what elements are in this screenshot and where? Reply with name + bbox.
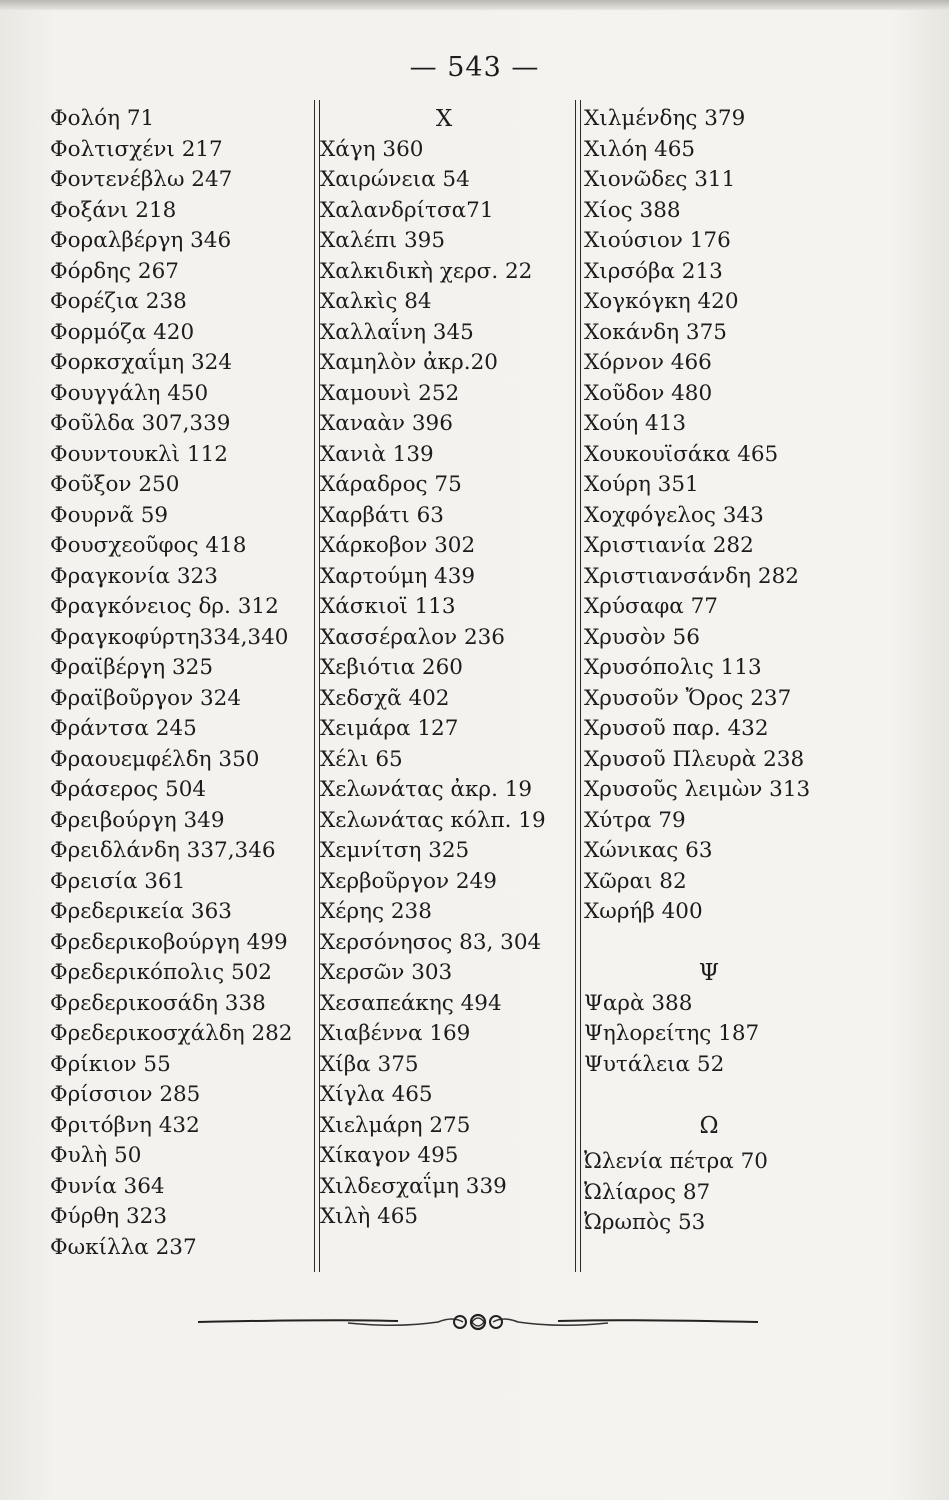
index-entry: Χαλέπι 395 bbox=[320, 228, 446, 253]
index-entry: Χαλκὶς 84 bbox=[320, 289, 432, 314]
index-entry: Χαλκιδικὴ χερσ. 22 bbox=[320, 258, 533, 284]
index-entry: Χεβιότια 260 bbox=[320, 655, 463, 680]
index-entry: Φραγκόνειος δρ. 312 bbox=[50, 594, 279, 619]
index-entry: Χιλὴ 465 bbox=[320, 1204, 419, 1229]
index-entry: Φρεδερικόπολις 502 bbox=[50, 960, 272, 985]
index-entry: Χιλδεσχαΐμη 339 bbox=[320, 1173, 507, 1199]
index-entry: Χανιὰ 139 bbox=[320, 441, 434, 467]
index-entry: Φυνία 364 bbox=[50, 1173, 165, 1199]
index-entry: Χρυσοῦς λειμὼν 313 bbox=[584, 777, 811, 802]
index-entry: Χιρσόβα 213 bbox=[584, 258, 723, 284]
index-entry: Χεσαπεάκης 494 bbox=[320, 990, 502, 1016]
index-entry: Χελωνάτας κόλπ. 19 bbox=[320, 807, 546, 833]
index-entry: Φουντουκλὶ 112 bbox=[50, 441, 228, 467]
index-entry: Φουγγάλη 450 bbox=[50, 380, 209, 406]
index-entry: Ψαρὰ 388 bbox=[584, 990, 693, 1016]
index-entry: Χρύσαφα 77 bbox=[584, 594, 718, 619]
column-divider-right bbox=[575, 100, 576, 1272]
index-entry: Φοξάνι 218 bbox=[50, 197, 177, 223]
index-entry: Χερσόνησος 83, 304 bbox=[320, 929, 542, 955]
index-entry: Χρυσόπολις 113 bbox=[584, 655, 762, 680]
index-entry: Χούη 413 bbox=[584, 411, 687, 436]
index-entry: Χοῦδον 480 bbox=[584, 380, 713, 406]
section-letter-psi: Ψ bbox=[698, 960, 720, 986]
index-column-phi bbox=[50, 104, 312, 1263]
index-entry: Φοῦξον 250 bbox=[50, 472, 180, 497]
index-entry: Χάραδρος 75 bbox=[320, 472, 462, 497]
index-entry: Χάγη 360 bbox=[320, 136, 424, 162]
index-entry: Ὠρωπὸς 53 bbox=[584, 1210, 706, 1235]
index-entry: Φολόη 71 bbox=[50, 106, 155, 131]
index-entry: Χογκόγκη 420 bbox=[584, 289, 739, 314]
index-entry: Χειμάρα 127 bbox=[320, 716, 459, 741]
index-entry: Χιονῶδες 311 bbox=[584, 167, 736, 192]
index-entry: Χαρβάτι 63 bbox=[320, 502, 444, 528]
index-column-chi-psi-omega bbox=[584, 104, 844, 1239]
index-entry: Χρυσοῦ Πλευρὰ 238 bbox=[584, 746, 805, 772]
index-entry: Φρειβούργη 349 bbox=[50, 807, 225, 833]
index-entry: Φορμόζα 420 bbox=[50, 319, 195, 345]
index-entry: Φοῦλδα 307,339 bbox=[50, 411, 231, 436]
page-top-edge bbox=[0, 0, 949, 10]
index-entry: Φρεδερικοσχάλδη 282 bbox=[50, 1021, 293, 1046]
index-entry: Φοραλβέργη 346 bbox=[50, 228, 232, 253]
index-entry: Χρυσοῦν Ὄρος 237 bbox=[584, 685, 792, 711]
index-entry: Φορέζια 238 bbox=[50, 289, 187, 314]
page-number: — 543 — bbox=[409, 52, 540, 83]
index-entry: Χίγλα 465 bbox=[320, 1082, 433, 1107]
index-entry: Χαρτούμη 439 bbox=[320, 563, 476, 589]
index-entry: Χασσέραλον 236 bbox=[320, 624, 505, 650]
index-entry: Χίος 388 bbox=[584, 197, 681, 223]
index-entry: Χερσῶν 303 bbox=[320, 960, 453, 985]
index-entry: Φραουεμφέλδη 350 bbox=[50, 746, 260, 772]
index-entry: Φριτόβνη 432 bbox=[50, 1112, 200, 1138]
index-entry: Φυλὴ 50 bbox=[50, 1143, 142, 1168]
index-entry: Χούρη 351 bbox=[584, 472, 699, 497]
index-entry: Φραγκοφύρτη334,340 bbox=[50, 624, 289, 650]
index-entry: Χεμνίτση 325 bbox=[320, 838, 470, 863]
index-entry: Φουρνᾶ 59 bbox=[50, 502, 169, 528]
index-entry: Φράντσα 245 bbox=[50, 716, 197, 741]
index-entry: Χώνικας 63 bbox=[584, 838, 713, 863]
index-column-chi bbox=[320, 104, 568, 1233]
index-entry: Χωρήβ 400 bbox=[584, 899, 703, 924]
index-entry: Χύτρα 79 bbox=[584, 807, 686, 833]
ornament-divider bbox=[198, 1302, 758, 1342]
index-entry: Χαλανδρίτσα71 bbox=[320, 197, 494, 223]
index-entry: Χιλμένδης 379 bbox=[584, 106, 746, 131]
index-entry: Χίκαγον 495 bbox=[320, 1143, 459, 1168]
column-divider-right-inner bbox=[580, 100, 581, 1272]
index-entry: Φοντενέβλω 247 bbox=[50, 167, 233, 192]
index-entry: Χάρκοβον 302 bbox=[320, 533, 476, 558]
index-entry: Χελωνάτας ἀκρ. 19 bbox=[320, 777, 533, 802]
index-entry: Φράσερος 504 bbox=[50, 777, 207, 802]
index-entry: Ὠλίαρος 87 bbox=[584, 1179, 711, 1205]
index-entry: Χαλλαΐνη 345 bbox=[320, 319, 474, 345]
index-entry: Φορκσχαΐμη 324 bbox=[50, 350, 233, 375]
index-entry: Φραϊβέργη 325 bbox=[50, 655, 214, 680]
index-entry: Χέρης 238 bbox=[320, 899, 432, 924]
index-entry: Ὠλενία πέτρα 70 bbox=[584, 1149, 768, 1174]
index-entry: Χιαβέννα 169 bbox=[320, 1021, 471, 1046]
index-entry: Χοχφόγελος 343 bbox=[584, 502, 764, 528]
index-entry: Χαμηλὸν ἀκρ.20 bbox=[320, 350, 498, 375]
index-entry: Φωκίλλα 237 bbox=[50, 1234, 197, 1260]
column-divider-left bbox=[314, 100, 315, 1272]
index-entry: Χριστιανσάνδη 282 bbox=[584, 563, 799, 589]
index-entry: Χεδσχᾶ 402 bbox=[320, 685, 450, 711]
index-entry: Χέλι 65 bbox=[320, 746, 403, 772]
index-entry: Χαναὰν 396 bbox=[320, 411, 453, 436]
index-entry: Χιλόη 465 bbox=[584, 136, 696, 162]
index-entry: Φρίσσιον 285 bbox=[50, 1082, 201, 1107]
index-entry: Φρεισία 361 bbox=[50, 868, 186, 894]
index-entry: Φρίκιον 55 bbox=[50, 1051, 171, 1077]
index-entry: Φόρδης 267 bbox=[50, 258, 179, 284]
index-entry: Φρεδερικεία 363 bbox=[50, 899, 232, 924]
index-entry: Χῶραι 82 bbox=[584, 868, 687, 894]
index-entry: Ψυτάλεια 52 bbox=[584, 1051, 725, 1077]
index-entry: Ψηλορείτης 187 bbox=[584, 1021, 760, 1046]
index-entry: Χιούσιον 176 bbox=[584, 228, 731, 253]
index-entry: Φύρθη 323 bbox=[50, 1204, 168, 1229]
index-entry: Φραγκονία 323 bbox=[50, 563, 218, 589]
index-entry: Χρυσοῦ παρ. 432 bbox=[584, 716, 769, 741]
index-entry: Χάσκιοϊ 113 bbox=[320, 594, 456, 619]
index-entry: Χοκάνδη 375 bbox=[584, 319, 727, 345]
index-entry: Φουσχεοῦφος 418 bbox=[50, 533, 247, 558]
index-entry: Φολτισχένι 217 bbox=[50, 136, 223, 162]
index-entry: Χαμουνὶ 252 bbox=[320, 380, 460, 406]
index-entry: Φρεδερικοβούργη 499 bbox=[50, 929, 288, 955]
index-entry: Χόρνον 466 bbox=[584, 350, 712, 375]
index-entry: Χριστιανία 282 bbox=[584, 533, 754, 558]
index-entry: Φραϊβοῦργον 324 bbox=[50, 685, 242, 711]
index-entry: Χίβα 375 bbox=[320, 1051, 419, 1077]
index-entry: Φρειδλάνδη 337,346 bbox=[50, 838, 276, 863]
index-entry: Χερβοῦργον 249 bbox=[320, 868, 497, 894]
index-entry: Χαιρώνεια 54 bbox=[320, 167, 470, 192]
index-entry: Χουκουϊσάκα 465 bbox=[584, 441, 779, 467]
section-letter-chi: X bbox=[435, 106, 453, 132]
index-entry: Χιελμάρη 275 bbox=[320, 1112, 471, 1138]
index-entry: Φρεδερικοσάδη 338 bbox=[50, 990, 266, 1016]
section-letter-omega: Ω bbox=[699, 1112, 719, 1139]
index-entry: Χρυσὸν 56 bbox=[584, 624, 700, 650]
